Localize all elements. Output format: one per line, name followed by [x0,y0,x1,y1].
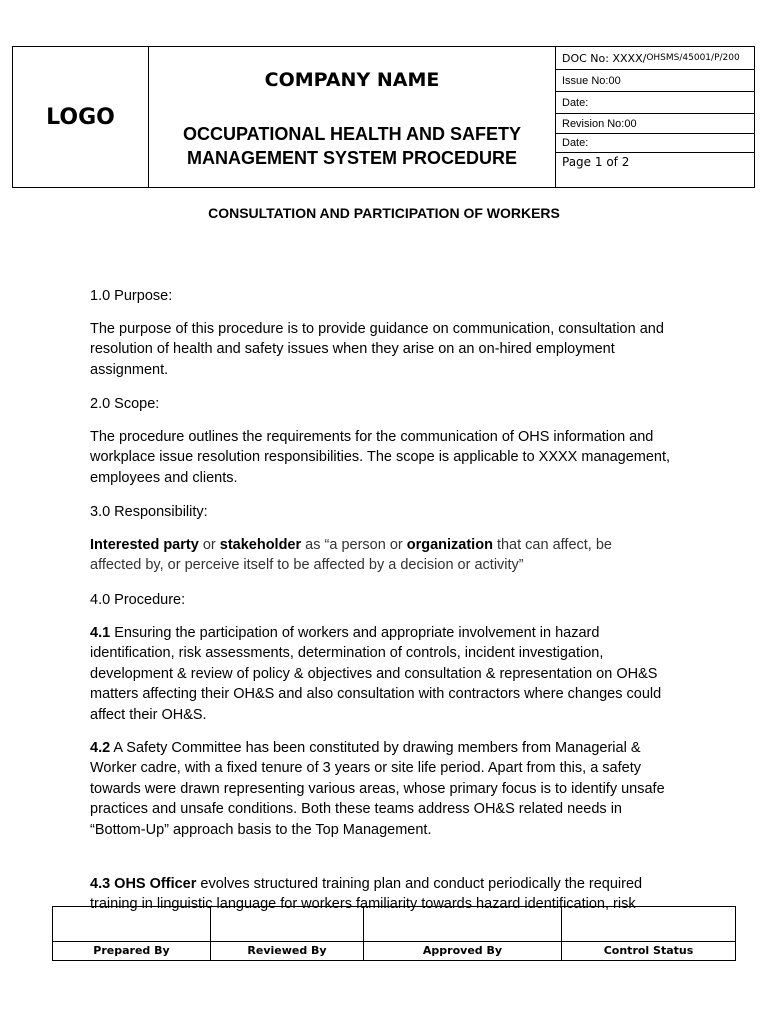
doc-number-label: DOC No: XXXX/ [562,51,647,65]
doc-number [556,47,754,70]
issue-number: Issue No:00 [556,70,754,92]
document-header [12,46,755,188]
purpose-heading: 1.0 Purpose: [90,287,173,304]
reviewed-by-label: Reviewed By [211,941,363,960]
term-organization: organization [406,536,493,553]
term-stakeholder: stakeholder [219,536,302,553]
procedure-title-line2: MANAGEMENT SYSTEM PROCEDURE [186,148,518,168]
document-title: CONSULTATION AND PARTICIPATION OF WORKERS [208,205,560,221]
issue-date: Date: [556,92,754,114]
procedure-4-3: 4.3 OHS Officer evolves structured training plan and conduct periodically the required training in linguistic language for workers familiarity towards hazard identification, risk [90,875,643,912]
scope-text: The procedure outlines the requirements for the communication of OHS information and workplace issue resolution responsibilities. The scope is applicable to XXXX management, employees and clients. [90,428,671,486]
procedure-4-1-number: 4.1 [90,624,111,641]
revision-number: Revision No:00 [556,114,754,134]
approved-by-label: Approved By [364,941,561,960]
procedure-title-line1: OCCUPATIONAL HEALTH AND SAFETY [183,124,521,144]
approved-by-cell [364,907,562,960]
header-title-cell [149,47,556,187]
approval-table [52,906,736,961]
responsibility-heading: 3.0 Responsibility: [90,503,208,520]
procedure-heading: 4.0 Procedure: [90,591,186,608]
revision-date: Date: [556,134,754,153]
procedure-4-3-number: 4.3 OHS Officer [90,875,197,892]
responsibility-text: Interested party or stakeholder as “a person or organization that can affect, be affected by, or perceive itself to be affected by a decision or activity” [90,536,612,573]
procedure-4-2-number: 4.2 [90,739,111,756]
prepared-by-label: Prepared By [53,941,210,960]
procedure-4-1: 4.1 Ensuring the participation of workers and appropriate involvement in hazard identification, risk assessments, determination of controls, incident investigation, development & review of policy & objectives and consultation & representation on OH&S matters affecting their OH&S and also consultation with contractors where changes could affect their OH&S. [90,624,662,723]
control-status-cell [562,907,735,960]
company-name: COMPANY NAME [264,69,440,91]
procedure-4-2: 4.2 A Safety Committee has been constituted by drawing members from Managerial & Worker cadre, with a fixed tenure of 3 years or site life period. Apart from this, a safety towards were drawn representing various areas, whose primary focus is to identify unsafe practices and unsafe conditions. Both these teams address OH&S related needs in “Bottom-Up” approach basis to the Top Management. [90,739,665,838]
page-number: Page 1 of 2 [562,155,630,169]
doc-control-block [556,47,754,187]
purpose-text: The purpose of this procedure is to provide guidance on communication, consultation and resolution of health and safety issues when they arise on an on-hired employment assignment. [90,320,664,378]
reviewed-by-cell [211,907,364,960]
control-status-label: Control Status [562,941,735,960]
doc-number-value: OHSMS/45001/P/200 [646,53,740,63]
prepared-by-cell [53,907,211,960]
logo: LOGO [13,47,149,187]
scope-heading: 2.0 Scope: [90,395,160,412]
procedure-title [149,122,555,170]
term-interested-party: Interested party [90,536,199,553]
